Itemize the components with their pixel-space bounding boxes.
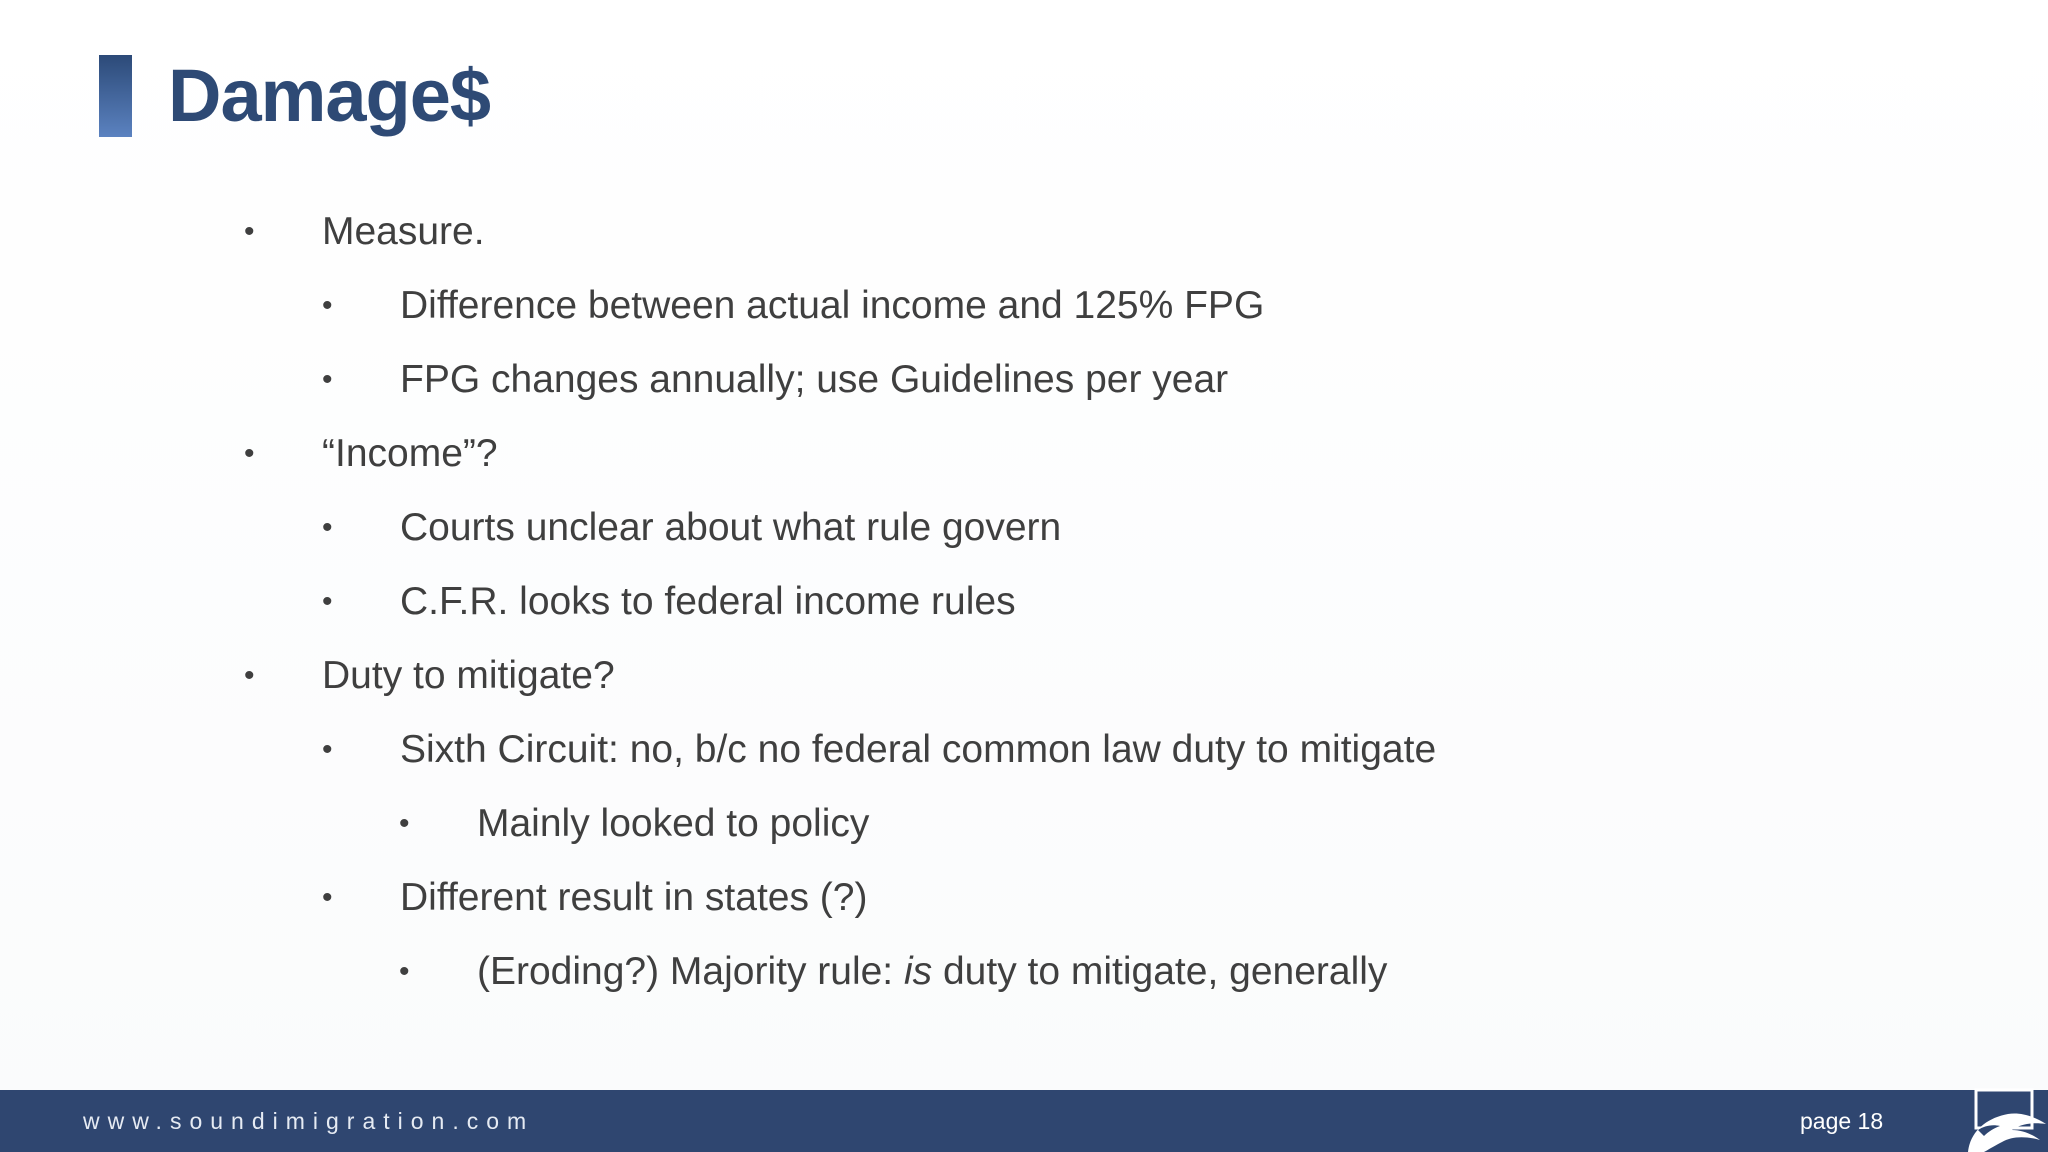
bullet-dot: • <box>322 289 333 322</box>
bullet-text-after: duty to mitigate, generally <box>932 950 1388 993</box>
bullet-item <box>0 195 1900 269</box>
footer-bar <box>0 1090 2048 1152</box>
eagle-logo-icon <box>1948 1086 2048 1152</box>
bullet-dot: • <box>244 215 255 248</box>
bullet-dot: • <box>322 733 333 766</box>
bullet-item <box>0 417 1900 491</box>
bullet-item <box>0 639 1900 713</box>
bullet-text: Measure. <box>322 210 485 253</box>
bullet-dot: • <box>322 363 333 396</box>
bullet-list <box>0 195 1900 1009</box>
bullet-text-italic: is <box>903 950 933 993</box>
bullet-item <box>0 935 1900 1009</box>
bullet-item <box>0 343 1900 417</box>
bullet-item <box>0 491 1900 565</box>
bullet-text: Mainly looked to policy <box>477 802 870 845</box>
bullet-text <box>477 935 1387 1009</box>
bullet-item <box>0 565 1900 639</box>
bullet-item <box>0 269 1900 343</box>
bullet-dot: • <box>322 511 333 544</box>
bullet-text: FPG changes annually; use Guidelines per year <box>400 358 1229 401</box>
bullet-text: Sixth Circuit: no, b/c no federal common law duty to mitigate <box>400 728 1437 771</box>
bullet-text: Different result in states (?) <box>400 876 868 919</box>
bullet-item <box>0 861 1900 935</box>
bullet-dot: • <box>244 437 255 470</box>
title-accent-bar <box>99 55 132 137</box>
bullet-dot: • <box>322 585 333 618</box>
slide-title: Damage$ <box>168 54 491 137</box>
bullet-text-before: (Eroding?) Majority rule: <box>477 950 904 993</box>
bullet-item <box>0 713 1900 787</box>
bullet-dot: • <box>399 807 410 840</box>
bullet-dot: • <box>244 659 255 692</box>
bullet-text: Courts unclear about what rule govern <box>400 506 1062 549</box>
bullet-text: “Income”? <box>322 432 498 475</box>
bullet-dot: • <box>322 881 333 914</box>
bullet-text: Duty to mitigate? <box>322 654 615 697</box>
bullet-dot: • <box>399 955 410 988</box>
footer-website: www.soundimigration.com <box>83 1108 535 1134</box>
bullet-text: Difference between actual income and 125% FPG <box>400 284 1265 327</box>
page-number: page 18 <box>1800 1108 1884 1134</box>
bullet-text: C.F.R. looks to federal income rules <box>400 580 1016 623</box>
bullet-item <box>0 787 1900 861</box>
